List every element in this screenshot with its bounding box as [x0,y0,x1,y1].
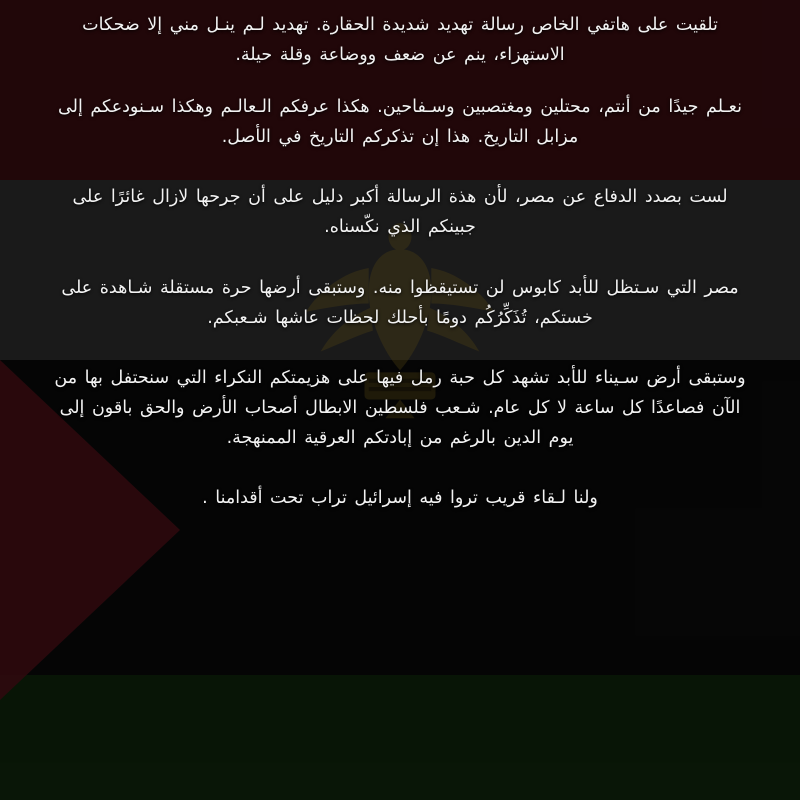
paragraph-5: وستبقى أرض سـيناء للأبد تشهد كل حبة رمل فيها على هزيمتكم النكراء التي سنحتفل بها من الآن فصاعدًا كل ساعة لا كل عام. شـعب فلسطين الابطال أصحاب الأرض والحق باقون إلى يوم الدين بالرغم من إبادتكم العرقية الممنهجة. [54,367,746,448]
paragraph-6: ولنا لـقاء قريب تروا فيه إسرائيل تراب تحت أقدامنا . [202,488,598,509]
paragraph-2: نعـلم جيدًا من أنتم، محتلين ومغتصبين وسـفاحين. هكذا عرفكم الـعالـم وهكذا سـنودعكم إلى مزابل التاريخ. هذا إن تذكركم التاريخ في الأصل. [58,97,742,148]
paragraph-1: تلقيت على هاتفي الخاص رسالة تهديد شديدة الحقارة. تهديد لـم ينـل مني إلا ضحكات الاستهزاء، ينم عن ضعف ووضاعة وقلة حيلة. [82,15,718,66]
paragraph-4: مصر التي سـتظل للأبد كابوس لن تستيقظوا منه. وستبقى أرضها حرة مستقلة شـاهدة على خستكم، تُذَكِّرُكُم دومًا بأحلك لحظات عاشها شـعبكم. [61,277,739,328]
paragraph-3: لست بصدد الدفاع عن مصر، لأن هذة الرسالة أكبر دليل على أن جرحها لازال غائرًا على جبينكم الذي نكّسناه. [72,187,728,238]
